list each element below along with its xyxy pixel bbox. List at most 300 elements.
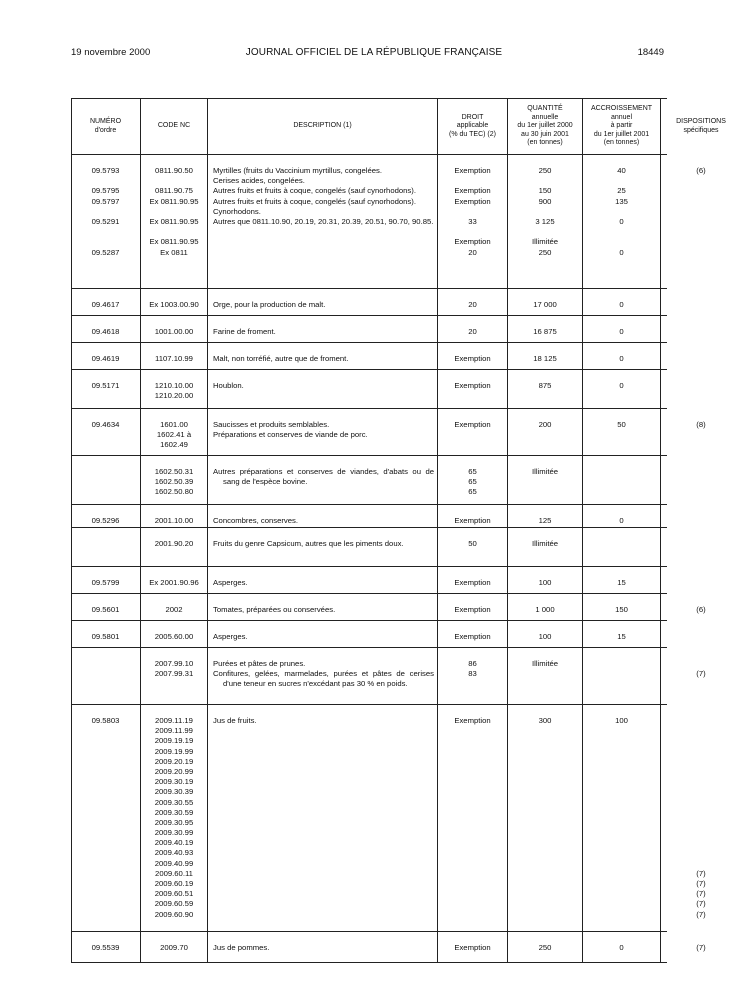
- droit-cell-line: 65: [468, 487, 477, 497]
- table-row: [71, 705, 706, 932]
- droit-cell: [438, 505, 508, 527]
- description-text: Autres préparations et conserves de viandes, d'abats ou de sang de l'espèce bovine.: [213, 467, 434, 487]
- quantite-cell: [508, 932, 583, 962]
- code-cell-line: 1602.49: [160, 440, 188, 450]
- quantite-cell-line: 18 125: [533, 354, 557, 363]
- description-text: Purées et pâtes de prunes.: [213, 659, 306, 668]
- quantite-cell-line: 16 875: [533, 327, 557, 336]
- description-cell: [208, 409, 438, 455]
- code-cell-line: 2009.60.11: [155, 868, 193, 878]
- accroissement-cell: [583, 505, 661, 527]
- accroissement-cell: [583, 594, 661, 620]
- numero-cell: [71, 621, 141, 647]
- numero-cell: [71, 594, 141, 620]
- quantite-cell-line: 150: [538, 186, 552, 196]
- description-cell: [208, 621, 438, 647]
- description-text: Préparations et conserves de viande de porc.: [213, 430, 368, 440]
- quantite-cell-line: [508, 207, 582, 217]
- code-cell-line: [141, 176, 207, 186]
- dispositions-cell: [661, 621, 741, 642]
- table-row: [71, 505, 667, 528]
- numero-cell-line: [71, 659, 140, 669]
- dispositions-line: [661, 747, 741, 757]
- code-cell-line: 2009.19.19: [154, 736, 194, 746]
- dispositions-line: (7): [696, 899, 706, 909]
- droit-cell: [438, 621, 508, 647]
- quantite-cell-line: 1 000: [535, 605, 555, 614]
- quantite-cell: [508, 370, 583, 408]
- description-text: Tomates, préparées ou conservées.: [213, 605, 336, 614]
- dispositions-line: [661, 838, 741, 848]
- accroissement-cell-line: 150: [615, 605, 628, 614]
- dispositions-line: [661, 632, 741, 642]
- code-cell-line: 2009.60.51: [154, 889, 194, 899]
- numero-cell-line: 09.5803: [91, 716, 120, 725]
- quantite-cell-line: 875: [538, 381, 552, 390]
- quantite-cell: [508, 343, 583, 369]
- code-cell-line: 2009.40.99: [154, 858, 194, 868]
- droit-cell: [438, 594, 508, 620]
- table-row: [71, 594, 706, 621]
- accroissement-cell-line: [583, 467, 660, 477]
- accroissement-cell: [583, 370, 661, 408]
- code-cell-line: 0811.90.50: [155, 166, 193, 175]
- droit-cell-line: Exemption: [454, 943, 491, 952]
- code-cell-line: 2002: [165, 605, 183, 614]
- code-cell-line: Ex 0811.90.95: [149, 196, 199, 206]
- description-text: Autres fruits et fruits à coque, congelés (sauf cynorhodons).: [213, 186, 416, 196]
- dispositions-cell: [661, 370, 741, 391]
- description-text: Houblon.: [213, 381, 244, 390]
- accroissement-cell: [583, 705, 661, 931]
- dispositions-cell: [661, 505, 741, 526]
- numero-cell: [71, 705, 141, 931]
- droit-cell-line: 65: [468, 477, 477, 487]
- droit-cell-line: Exemption: [454, 605, 491, 614]
- accroissement-cell: [583, 409, 661, 455]
- droit-cell: [438, 932, 508, 962]
- table-row: [71, 932, 706, 963]
- description-cell: [208, 648, 438, 704]
- table-row: [71, 528, 667, 567]
- code-cell-line: 1210.20.00: [154, 391, 194, 401]
- header-dispositions: DISPOSITIONS spécifiques: [676, 117, 726, 134]
- code-cell-line: 1602.50.39: [154, 477, 194, 487]
- code-cell-line: 1210.10.00: [154, 381, 194, 390]
- code-cell-line: 2009.30.19: [154, 777, 194, 787]
- quantite-cell-line: Illimitée: [531, 539, 559, 548]
- quantite-cell: [508, 505, 583, 527]
- accroissement-cell: [583, 932, 661, 962]
- description-cell: [208, 567, 438, 593]
- quantite-cell-line: Illimitée: [531, 467, 559, 476]
- code-cell-line: 2009.60.19: [154, 879, 194, 888]
- dispositions-line: [661, 327, 741, 337]
- dispositions-line: [661, 828, 741, 838]
- code-cell-line: 2009.19.99: [154, 746, 194, 756]
- dispositions-line: [661, 777, 741, 787]
- dispositions-cell: [661, 343, 741, 364]
- code-cell-line: 1601.00: [160, 420, 188, 429]
- dispositions-line: (7): [696, 909, 706, 919]
- table-row: [71, 621, 667, 648]
- code-cell-line: 1602.50.80: [154, 487, 194, 497]
- droit-cell-line: [438, 227, 507, 237]
- quantite-cell-line: 250: [538, 166, 552, 175]
- quantite-cell: [508, 594, 583, 620]
- code-cell: [141, 343, 208, 369]
- accroissement-cell-line: 0: [619, 516, 624, 525]
- header-numero: NUMÉRO d'ordre: [71, 99, 141, 154]
- accroissement-cell-line: [583, 176, 660, 186]
- code-cell-line: [141, 207, 207, 217]
- table-header-row: [71, 99, 726, 155]
- accroissement-cell-line: 0: [619, 247, 624, 257]
- quantite-cell: [508, 528, 583, 566]
- code-cell-line: 1107.10.99: [155, 354, 193, 363]
- accroissement-cell-line: 0: [619, 327, 624, 336]
- numero-cell: [71, 528, 141, 566]
- droit-cell-line: Exemption: [454, 166, 491, 175]
- code-cell-line: Ex 0811.90.95: [149, 237, 199, 247]
- accroissement-cell-line: 40: [617, 166, 626, 175]
- droit-cell-line: Exemption: [454, 516, 491, 525]
- droit-cell: [438, 648, 508, 704]
- description-text: Autres fruits et fruits à coque, congelés (sauf cynorhodons).: [213, 196, 416, 206]
- numero-cell: [71, 505, 141, 527]
- code-cell-line: 2009.40.19: [154, 838, 194, 848]
- description-cell: [208, 705, 438, 931]
- code-cell: [141, 155, 208, 288]
- page-date: 19 novembre 2000: [71, 47, 151, 58]
- dispositions-line: [661, 354, 741, 364]
- table-row: [71, 409, 706, 456]
- numero-cell-line: 09.4618: [91, 327, 120, 336]
- header-droit: DROIT applicable (% du TEC) (2): [438, 99, 508, 154]
- dispositions-line: [661, 767, 741, 777]
- accroissement-cell-line: [583, 227, 660, 237]
- droit-cell-line: Exemption: [454, 237, 491, 247]
- numero-cell-line: 09.5291: [91, 216, 120, 226]
- numero-cell: [71, 567, 141, 593]
- dispositions-line: [661, 300, 741, 310]
- numero-cell-line: [71, 227, 140, 237]
- description-text: Jus de pommes.: [213, 943, 270, 952]
- quantite-cell: [508, 409, 583, 455]
- quantite-cell-line: 250: [538, 247, 552, 257]
- droit-cell: [438, 289, 508, 315]
- code-cell-line: 2009.11.99: [155, 726, 193, 736]
- description-text: Autres que 0811.10.90, 20.19, 20.31, 20.39, 20.51, 90.70, 90.85.: [213, 217, 434, 227]
- description-cell: [208, 594, 438, 620]
- numero-cell: [71, 370, 141, 408]
- code-cell-line: 2009.60.90: [154, 909, 194, 919]
- dispositions-line: (6): [696, 166, 706, 175]
- quantite-cell-line: Illimitée: [531, 659, 559, 668]
- accroissement-cell-line: 0: [619, 300, 624, 309]
- accroissement-cell-line: 15: [617, 578, 626, 587]
- accroissement-cell: [583, 621, 661, 647]
- dispositions-line: (7): [696, 868, 706, 878]
- journal-title: JOURNAL OFFICIEL DE LA RÉPUBLIQUE FRANÇAISE: [245, 47, 503, 58]
- code-cell-line: 2009.20.99: [154, 766, 194, 776]
- droit-cell-line: Exemption: [454, 716, 491, 725]
- code-cell-line: 2009.30.99: [154, 828, 194, 838]
- table-row: [71, 567, 667, 594]
- code-cell-line: 2009.60.59: [154, 899, 194, 909]
- dispositions-line: [661, 757, 741, 767]
- numero-cell-line: [71, 176, 140, 186]
- numero-cell-line: 09.5539: [91, 943, 120, 952]
- description-cell: [208, 505, 438, 527]
- droit-cell: [438, 343, 508, 369]
- code-cell: [141, 316, 208, 342]
- droit-cell-line: Exemption: [454, 420, 491, 429]
- code-cell: [141, 621, 208, 647]
- numero-cell-line: 09.5795: [91, 186, 120, 196]
- code-cell-line: 2007.99.10: [154, 659, 194, 668]
- droit-cell-line: Exemption: [454, 632, 491, 641]
- quantite-cell-line: 125: [538, 516, 552, 525]
- droit-cell: [438, 567, 508, 593]
- accroissement-cell-line: 15: [617, 632, 626, 641]
- numero-cell: [71, 409, 141, 455]
- droit-cell-line: 33: [468, 216, 477, 226]
- header-quantite: QUANTITÉ annuelle du 1er juillet 2000 au 30 juin 2001 (en tonnes): [508, 99, 583, 154]
- droit-cell: [438, 370, 508, 408]
- quantite-cell-line: 3 125: [535, 216, 555, 226]
- code-cell: [141, 932, 208, 962]
- accroissement-cell-line: 100: [615, 716, 628, 725]
- droit-cell-line: Exemption: [454, 186, 491, 196]
- droit-cell-line: Exemption: [454, 196, 491, 206]
- accroissement-cell-line: [583, 659, 660, 669]
- code-cell-line: 1001.00.00: [154, 327, 194, 336]
- dispositions-line: (7): [696, 879, 706, 888]
- dispositions-cell: [661, 155, 741, 176]
- droit-cell-line: 20: [468, 247, 477, 257]
- numero-cell-line: [71, 539, 140, 549]
- code-cell: [141, 648, 208, 704]
- numero-cell: [71, 343, 141, 369]
- accroissement-cell: [583, 343, 661, 369]
- accroissement-cell: [583, 528, 661, 566]
- droit-cell: [438, 316, 508, 342]
- quantite-cell: [508, 648, 583, 704]
- accroissement-cell: [583, 155, 661, 288]
- code-cell-line: 2001.90.20: [154, 539, 194, 548]
- dispositions-line: (7): [696, 943, 706, 952]
- accroissement-cell-line: [583, 237, 660, 247]
- dispositions-cell: [661, 289, 741, 310]
- description-text: Fruits du genre Capsicum, autres que les piments doux.: [213, 539, 404, 548]
- table-row: [71, 155, 706, 289]
- dispositions-cell: [661, 409, 741, 430]
- code-cell-line: 0811.90.75: [155, 186, 193, 196]
- description-text: Jus de fruits.: [213, 716, 257, 725]
- dispositions-cell: [661, 567, 741, 588]
- dispositions-line: [661, 798, 741, 808]
- numero-cell: [71, 648, 141, 704]
- code-cell-line: 2009.30.39: [154, 787, 194, 797]
- numero-cell-line: [71, 237, 140, 247]
- code-cell-line: 1602.50.31: [154, 467, 194, 476]
- description-cell: [208, 528, 438, 566]
- numero-cell-line: 09.5296: [91, 516, 120, 525]
- code-cell-line: Ex 0811.90.95: [149, 216, 199, 226]
- code-cell-line: 2009.40.93: [154, 848, 194, 858]
- dispositions-cell: [661, 648, 741, 679]
- dispositions-line: [661, 659, 741, 669]
- code-cell-line: 2007.99.31: [154, 669, 194, 679]
- code-cell-line: 2001.10.00: [154, 516, 194, 525]
- code-cell: [141, 594, 208, 620]
- code-cell: [141, 456, 208, 504]
- quantite-cell-line: 200: [538, 420, 552, 429]
- accroissement-cell-line: 25: [617, 186, 626, 196]
- table-row: [71, 289, 667, 316]
- dispositions-line: [661, 787, 741, 797]
- dispositions-line: (7): [696, 889, 706, 899]
- description-cell: [208, 932, 438, 962]
- description-text: Concombres, conserves.: [213, 516, 299, 525]
- numero-cell-line: [71, 207, 140, 217]
- accroissement-cell-line: 135: [615, 196, 628, 206]
- description-text: Cynorhodons.: [213, 206, 261, 216]
- accroissement-cell-line: [583, 539, 660, 549]
- droit-cell-line: [438, 207, 507, 217]
- droit-cell: [438, 528, 508, 566]
- code-cell-line: 1602.41 à: [156, 430, 192, 440]
- dispositions-cell: [661, 705, 741, 920]
- quantite-cell-line: [508, 227, 582, 237]
- table-row: [71, 343, 667, 370]
- quantite-cell: [508, 316, 583, 342]
- quantite-cell: [508, 705, 583, 931]
- dispositions-line: [661, 381, 741, 391]
- accroissement-cell: [583, 567, 661, 593]
- description-text: Myrtilles (fruits du Vaccinium myrtillus, congelées.: [213, 166, 383, 175]
- code-cell-line: Ex 1003.00.90: [149, 300, 199, 309]
- quantite-cell: [508, 155, 583, 288]
- tariff-quota-table: [71, 98, 726, 963]
- dispositions-line: [661, 516, 741, 526]
- quantite-cell-line: 900: [538, 196, 552, 206]
- quantite-cell-line: 17 000: [533, 300, 557, 309]
- dispositions-line: (6): [696, 605, 706, 614]
- dispositions-line: (7): [696, 669, 706, 679]
- droit-cell-line: 20: [468, 327, 477, 336]
- droit-cell-line: Exemption: [454, 578, 491, 587]
- dispositions-cell: [661, 316, 741, 337]
- code-cell-line: 2005.60.00: [154, 632, 194, 641]
- numero-cell-line: 09.5799: [91, 578, 120, 587]
- table-row: [71, 648, 706, 705]
- description-cell: [208, 316, 438, 342]
- dispositions-line: [661, 818, 741, 828]
- droit-cell-line: 83: [468, 669, 477, 679]
- dispositions-cell: [661, 594, 741, 615]
- description-cell: [208, 155, 438, 288]
- numero-cell-line: 09.5287: [91, 247, 120, 257]
- quantite-cell-line: 250: [538, 943, 552, 952]
- droit-cell-line: 20: [468, 300, 477, 309]
- code-cell: [141, 289, 208, 315]
- description-text: Cerises acides, congelées.: [213, 176, 305, 186]
- numero-cell-line: 09.5801: [91, 632, 120, 641]
- droit-cell-line: [438, 176, 507, 186]
- quantite-cell: [508, 567, 583, 593]
- code-cell: [141, 705, 208, 931]
- code-cell: [141, 409, 208, 455]
- table-body: [71, 155, 706, 963]
- droit-cell-line: 65: [468, 467, 477, 476]
- header-description: DESCRIPTION (1): [208, 99, 438, 154]
- header-accroissement: ACCROISSEMENT annuel à partir du 1er juillet 2001 (en tonnes): [583, 99, 661, 154]
- dispositions-line: [661, 539, 741, 549]
- dispositions-cell: [661, 932, 741, 953]
- dispositions-line: (8): [696, 420, 706, 429]
- accroissement-cell-line: 0: [619, 216, 624, 226]
- page-number: 18449: [637, 47, 664, 58]
- droit-cell-line: Exemption: [454, 354, 491, 363]
- dispositions-line: [661, 736, 741, 746]
- accroissement-cell-line: 0: [619, 381, 624, 390]
- numero-cell-line: 09.4619: [91, 354, 120, 363]
- code-cell-line: 2009.30.95: [154, 817, 194, 827]
- numero-cell: [71, 316, 141, 342]
- quantite-cell-line: [508, 176, 582, 186]
- code-cell-line: 2009.20.19: [154, 756, 194, 766]
- numero-cell-line: [71, 467, 140, 477]
- dispositions-cell: [661, 528, 741, 549]
- code-cell-line: 2009.30.55: [154, 797, 194, 807]
- droit-cell-line: 86: [468, 659, 477, 668]
- dispositions-line: [661, 859, 741, 869]
- description-text: Farine de froment.: [213, 327, 276, 336]
- numero-cell-line: 09.5601: [91, 605, 120, 614]
- description-text: Malt, non torréfié, autre que de froment.: [213, 354, 349, 363]
- dispositions-line: [661, 716, 741, 726]
- accroissement-cell: [583, 289, 661, 315]
- table-row: [71, 370, 667, 409]
- code-cell: [141, 528, 208, 566]
- accroissement-cell-line: 0: [619, 354, 624, 363]
- description-cell: [208, 289, 438, 315]
- accroissement-cell-line: 50: [617, 420, 626, 429]
- droit-cell-line: 50: [468, 539, 477, 548]
- table-row: [71, 316, 667, 343]
- droit-cell: [438, 456, 508, 504]
- numero-cell: [71, 289, 141, 315]
- numero-cell-line: 09.5171: [91, 381, 120, 390]
- droit-cell: [438, 409, 508, 455]
- dispositions-line: [661, 808, 741, 818]
- code-cell-line: Ex 0811: [160, 247, 188, 257]
- droit-cell-line: Exemption: [454, 381, 491, 390]
- quantite-cell-line: 300: [538, 716, 552, 725]
- code-cell-line: 2009.30.59: [154, 807, 194, 817]
- dispositions-line: [661, 467, 741, 477]
- code-cell: [141, 505, 208, 527]
- code-cell-line: 2009.70: [160, 943, 188, 952]
- quantite-cell-line: 100: [538, 578, 552, 587]
- droit-cell: [438, 155, 508, 288]
- numero-cell: [71, 155, 141, 288]
- accroissement-cell: [583, 648, 661, 704]
- code-cell-line: [141, 227, 207, 237]
- description-text: Asperges.: [213, 578, 248, 587]
